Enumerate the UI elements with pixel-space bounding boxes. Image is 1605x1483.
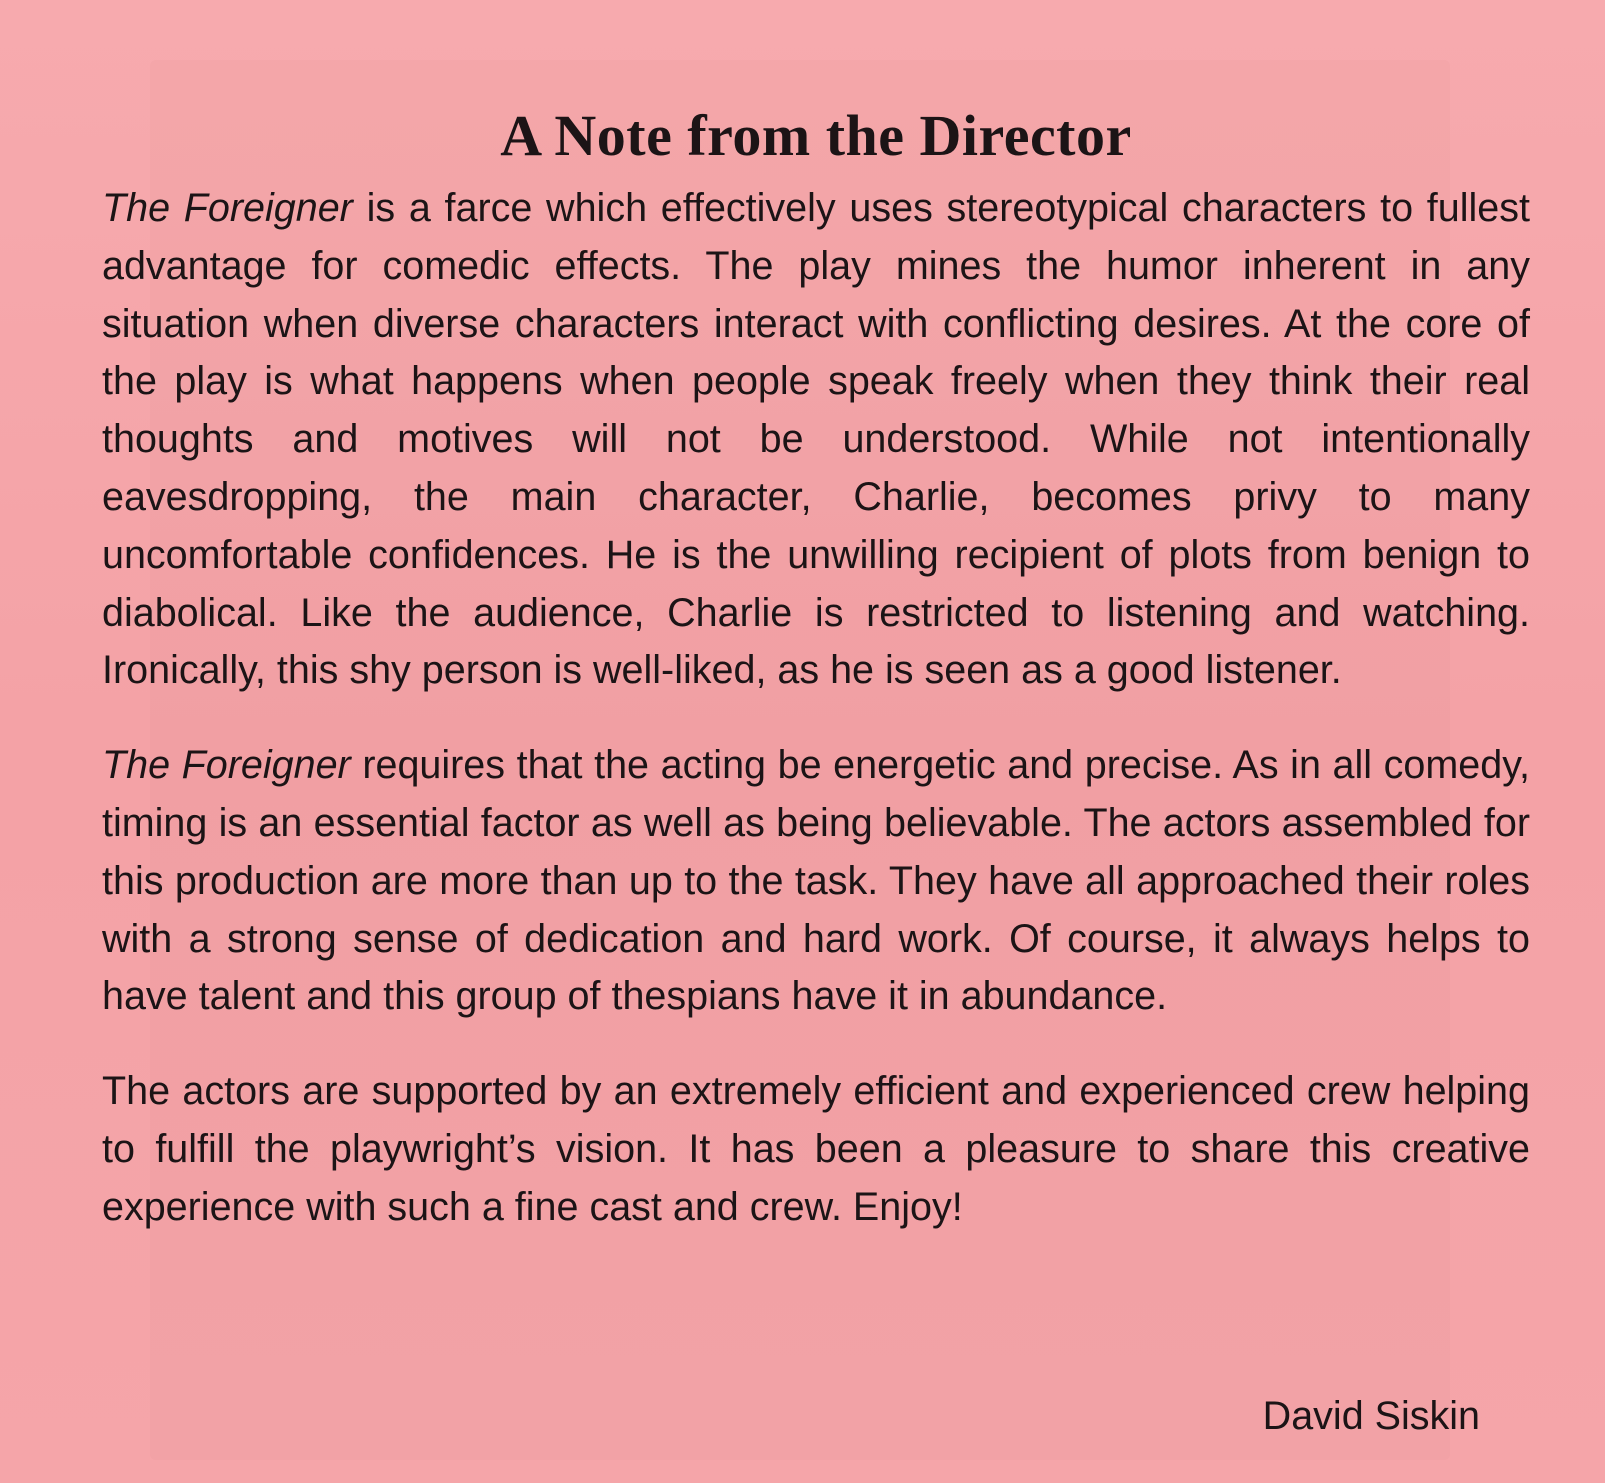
note-paragraph-1	[102, 180, 1530, 700]
director-note	[102, 100, 1530, 1237]
paragraph-text: is a farce which effectively uses stereotypical characters to fullest advantage for comedic effects. The play mines the humor inherent in any situation when diverse characters interact with conflicting desires. At the core of the play is what happens when people speak freely when they think their real thoughts and motives will not be understood. While not intentionally eavesdropping, the main character, Charlie, becomes privy to many uncomfortable confidences. He is the unwilling recipient of plots from benign to diabolical. Like the audience, Charlie is restricted to listening and watching. Ironically, this shy person is well-liked, as he is seen as a good listener.	[102, 186, 1530, 693]
paragraph-text: requires that the acting be energetic and precise. As in all comedy, timing is an essential factor as well as being believable. The actors assembled for this production are more than up to the task. They have all approached their roles with a strong sense of dedication and hard work. Of course, it always helps to have talent and this group of thespians have it in abundance.	[102, 743, 1530, 1019]
note-paragraph-3	[102, 1063, 1530, 1236]
paragraph-text: The actors are supported by an extremely efficient and experienced crew helping to fulfill the playwright’s vision. It has been a pleasure to share this creative experience with such a fine cast and crew. Enjoy!	[102, 1069, 1530, 1229]
play-title-italic: The Foreigner	[102, 743, 351, 788]
note-paragraph-2	[102, 737, 1530, 1026]
note-title: A Note from the Director	[500, 103, 1132, 168]
play-title-italic: The Foreigner	[102, 186, 353, 230]
director-signature: David Siskin	[1262, 1394, 1480, 1438]
